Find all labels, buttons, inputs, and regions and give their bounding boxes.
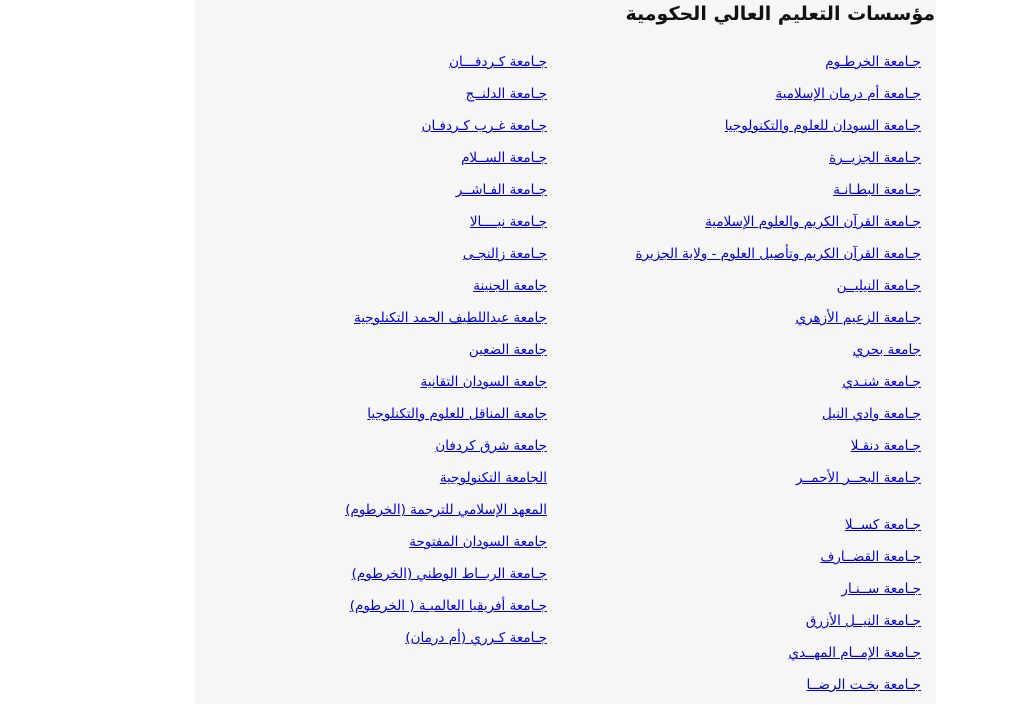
list-item: [601, 50, 921, 82]
university-link[interactable]: جـامعة الإمــام المهــدي: [788, 645, 921, 661]
list-item: [601, 82, 921, 114]
list-item: [601, 673, 921, 705]
university-link[interactable]: جـامعة السودان للعلوم والتكنولوجيا: [724, 118, 921, 134]
university-link[interactable]: جـامعة الزعيم الأزهري: [795, 310, 921, 326]
page-title: مؤسسات التعليم العالي الحكومية: [625, 3, 935, 25]
university-link[interactable]: جـامعة الســلام: [461, 150, 547, 166]
list-item: [287, 210, 547, 242]
university-link[interactable]: جـامعة كـردفـــان: [449, 54, 547, 70]
list-item: [287, 178, 547, 210]
university-link[interactable]: جامعة السودان المفتوحة: [409, 534, 547, 550]
university-link[interactable]: جـامعة الخرطـوم: [825, 54, 921, 70]
university-link[interactable]: جـامعة الجزيــرة: [829, 150, 921, 166]
list-item: [601, 370, 921, 402]
list-item: [601, 274, 921, 306]
university-link[interactable]: جامعة شرق كردفان: [435, 438, 547, 454]
university-link[interactable]: جـامعة أفريقيا العالميـة ( الخرطوم): [349, 598, 547, 614]
university-link[interactable]: جـامعة وادي النيل: [821, 406, 921, 422]
list-item: [287, 82, 547, 114]
list-item: [601, 114, 921, 146]
university-link[interactable]: جـامعة النيــل الأزرق: [805, 613, 921, 629]
list-item: [601, 178, 921, 210]
university-link[interactable]: جـامعة القرآن الكريم والعلوم الإسلامية: [705, 214, 921, 230]
list-item: [601, 146, 921, 178]
university-link[interactable]: جـامعة زالنجـى: [462, 246, 547, 262]
university-link[interactable]: جـامعة الدلنــج: [465, 86, 547, 102]
university-link[interactable]: جامعة السودان التقانية: [420, 374, 547, 390]
university-link[interactable]: جامعة الضعين: [468, 342, 547, 358]
university-link[interactable]: جـامعة القضــارف: [820, 549, 921, 565]
list-item: [287, 370, 547, 402]
list-item: [287, 114, 547, 146]
list-item: [287, 434, 547, 466]
list-item: [287, 530, 547, 562]
university-link[interactable]: جامعة بحري: [852, 342, 921, 358]
government-universities-list-right: [601, 50, 921, 705]
list-item: [287, 562, 547, 594]
university-link[interactable]: جـامعة نيــــالا: [469, 214, 547, 230]
list-item: [287, 338, 547, 370]
list-item: [601, 210, 921, 242]
university-link[interactable]: جـامعة ســنـار: [841, 581, 921, 597]
list-item: [287, 146, 547, 178]
university-link[interactable]: جامعة الجنينة: [473, 278, 547, 294]
list-item: [287, 306, 547, 338]
university-link[interactable]: جـامعة غـرب كـردفـان: [421, 118, 547, 134]
university-link[interactable]: جـامعة النيليــن: [836, 278, 921, 294]
university-link[interactable]: جـامعة بخـت الرضــا: [806, 677, 921, 693]
university-link[interactable]: جـامعة الربــاط الوطني (الخرطوم): [351, 566, 547, 582]
list-item: [287, 50, 547, 82]
list-item: [601, 641, 921, 673]
list-item: [287, 594, 547, 626]
list-item: [601, 577, 921, 609]
government-universities-list-left: [287, 50, 547, 658]
university-link[interactable]: جـامعة دنقـلا: [850, 438, 921, 454]
list-item: [601, 402, 921, 434]
university-link[interactable]: جـامعة الفـاشــر: [455, 182, 547, 198]
university-link[interactable]: جـامعة أم درمان الإسلامية: [775, 86, 921, 102]
list-item: [287, 242, 547, 274]
list-item: [287, 626, 547, 658]
list-item: [601, 242, 921, 274]
university-link[interactable]: جامعة عبداللطيف الحمد التكنلوجية: [353, 310, 547, 326]
university-link[interactable]: الجامعة التكنولوجية: [439, 470, 547, 486]
university-link[interactable]: جـامعة شنـدي: [842, 374, 921, 390]
list-item: [287, 402, 547, 434]
list-item: [601, 513, 921, 545]
list-item: [601, 609, 921, 641]
list-item: [287, 274, 547, 306]
list-item: [601, 545, 921, 577]
university-link[interactable]: المعهد الإسلامي للترجمة (الخرطوم): [345, 502, 547, 518]
list-item: [601, 306, 921, 338]
university-link[interactable]: جامعة المناقل للعلوم والتكنلوجيا: [367, 406, 547, 422]
university-link[interactable]: جـامعة كســلا: [844, 517, 921, 533]
list-item: [601, 434, 921, 466]
university-link[interactable]: جـامعة البطـانـة: [833, 182, 921, 198]
list-item: [601, 466, 921, 498]
list-item: [287, 466, 547, 498]
university-link[interactable]: جـامعة البحــر الأحمــر: [796, 470, 921, 486]
university-link[interactable]: جـامعة كـرري (أم درمان): [405, 630, 547, 646]
university-link[interactable]: جـامعة القرآن الكريم وتأصيل العلوم - ولاية الجزيرة: [635, 246, 921, 262]
list-item: [287, 498, 547, 530]
list-item: [601, 338, 921, 370]
